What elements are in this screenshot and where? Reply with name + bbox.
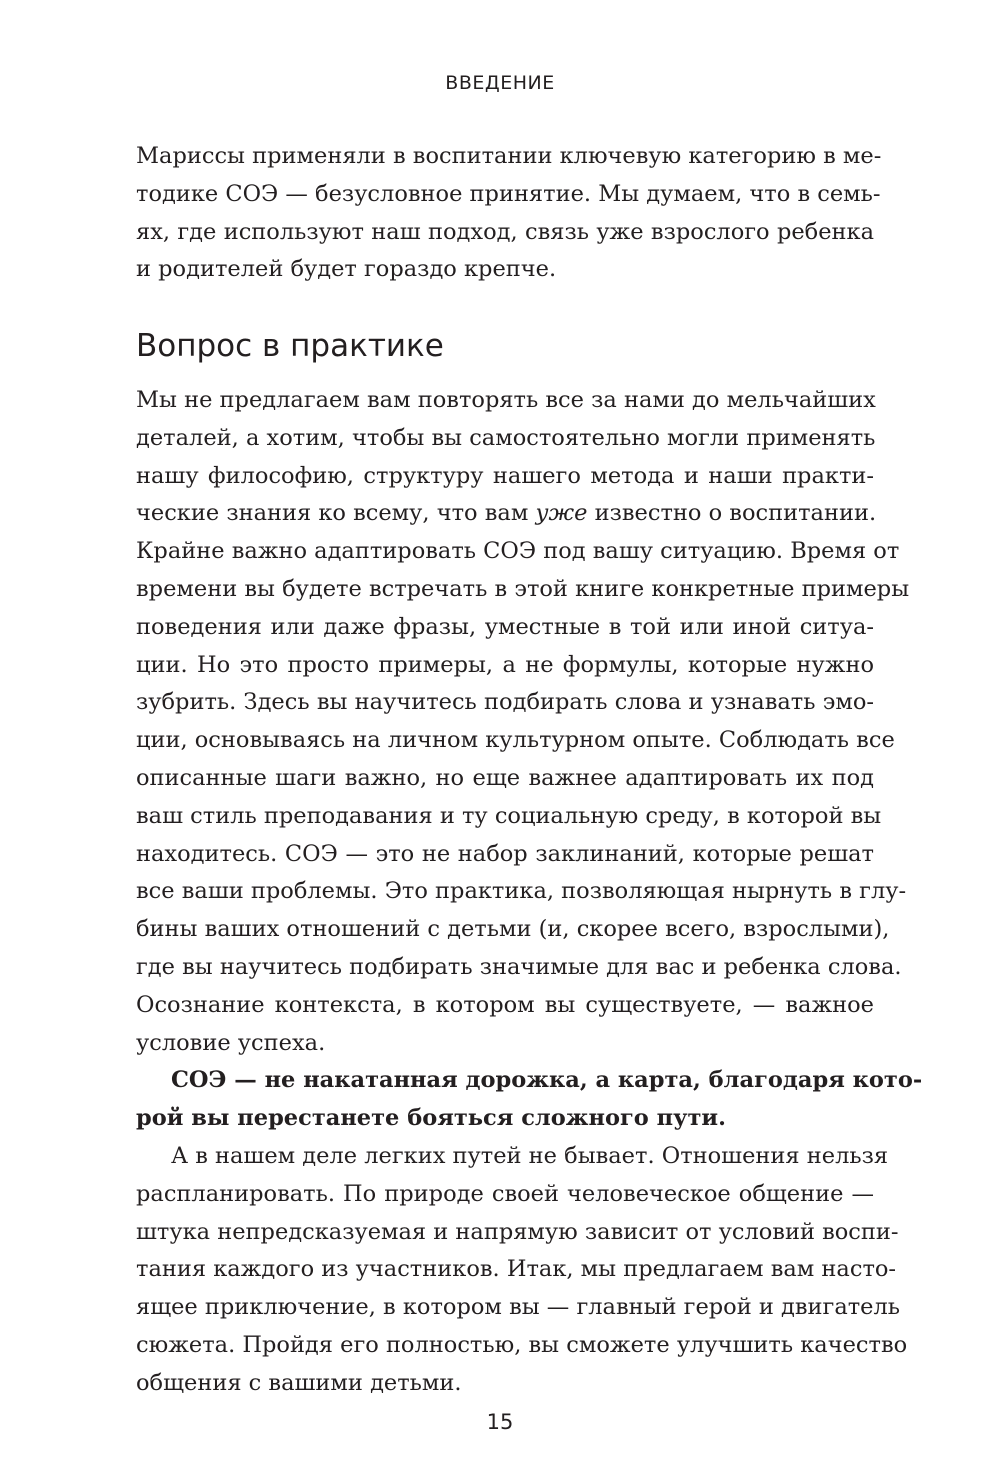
text-fragment: известно о воспитании. bbox=[587, 500, 877, 527]
text-line: где вы научитесь подбирать значимые для вас и ребенка слова. bbox=[136, 953, 902, 980]
text-line: деталей, а хотим, чтобы вы самостоятельно могли применять bbox=[136, 424, 876, 451]
text-line: и родителей будет гораздо крепче. bbox=[136, 256, 557, 283]
main-text bbox=[136, 382, 923, 1403]
text-line: Мы не предлагаем вам повторять все за нами до мельчайших bbox=[136, 387, 876, 413]
text-line: все ваши проблемы. Это практика, позволяющая нырнуть в глу- bbox=[136, 878, 907, 905]
text-line: зубрить. Здесь вы научитесь подбирать слова и узнавать эмо- bbox=[136, 689, 874, 716]
text-line: описанные шаги важно, но еще важнее адаптировать их под bbox=[136, 764, 874, 791]
text-line: сюжета. Пройдя его полностью, вы сможете улучшить качество bbox=[136, 1331, 908, 1358]
text-line: условие успеха. bbox=[136, 1029, 326, 1056]
text-line: А в нашем деле легких путей не бывает. Отношения нельзя bbox=[171, 1142, 889, 1169]
bold-text-line: СОЭ — не накатанная дорожка, а карта, благодаря кото- bbox=[171, 1067, 923, 1094]
bold-text-line: рой вы перестанете бояться сложного пути. bbox=[136, 1105, 726, 1132]
text-line: бины ваших отношений с детьми (и, скорее всего, взрослыми), bbox=[136, 916, 890, 943]
text-line: ваш стиль преподавания и ту социальную среду, в которой вы bbox=[136, 802, 882, 829]
text-line: Осознание контекста, в котором вы существуете, — важное bbox=[136, 991, 874, 1018]
emphasis-word: уже bbox=[535, 500, 588, 527]
text-line: общения с вашими детьми. bbox=[136, 1369, 462, 1396]
text-line: Мариссы применяли в воспитании ключевую категорию в ме- bbox=[136, 143, 882, 169]
text-fragment: ческие знания ко всему, что вам bbox=[136, 500, 536, 527]
text-line: распланировать. По природе своей человеческое общение — bbox=[136, 1180, 874, 1207]
text-line: времени вы будете встречать в этой книге конкретные примеры bbox=[136, 575, 910, 602]
text-line: тания каждого из участников. Итак, мы предлагаем вам насто- bbox=[136, 1256, 897, 1283]
intro-paragraph bbox=[136, 138, 882, 289]
running-head: ВВЕДЕНИЕ bbox=[445, 72, 555, 94]
text-line: находитесь. СОЭ — это не набор заклинаний, которые решат bbox=[136, 840, 874, 867]
page-number: 15 bbox=[486, 1410, 514, 1434]
text-line: ях, где используют наш подход, связь уже взрослого ребенка bbox=[136, 218, 874, 245]
text-line: штука непредсказуемая и напрямую зависит от условий воспи- bbox=[136, 1218, 899, 1245]
text-line: поведения или даже фразы, уместные в той или иной ситуа- bbox=[136, 613, 874, 640]
text-line: Крайне важно адаптировать СОЭ под вашу ситуацию. Время от bbox=[136, 538, 900, 565]
text-line: тодике СОЭ — безусловное принятие. Мы думаем, что в семь- bbox=[136, 180, 881, 207]
section-heading: Вопрос в практике bbox=[136, 328, 444, 364]
text-line: ящее приключение, в котором вы — главный герой и двигатель bbox=[136, 1294, 901, 1321]
text-line bbox=[136, 495, 877, 533]
text-line: ции, основываясь на личном культурном опыте. Соблюдать все bbox=[136, 727, 895, 754]
text-line: ции. Но это просто примеры, а не формулы, которые нужно bbox=[136, 651, 874, 678]
text-line: нашу философию, структуру нашего метода и наши практи- bbox=[136, 462, 874, 489]
